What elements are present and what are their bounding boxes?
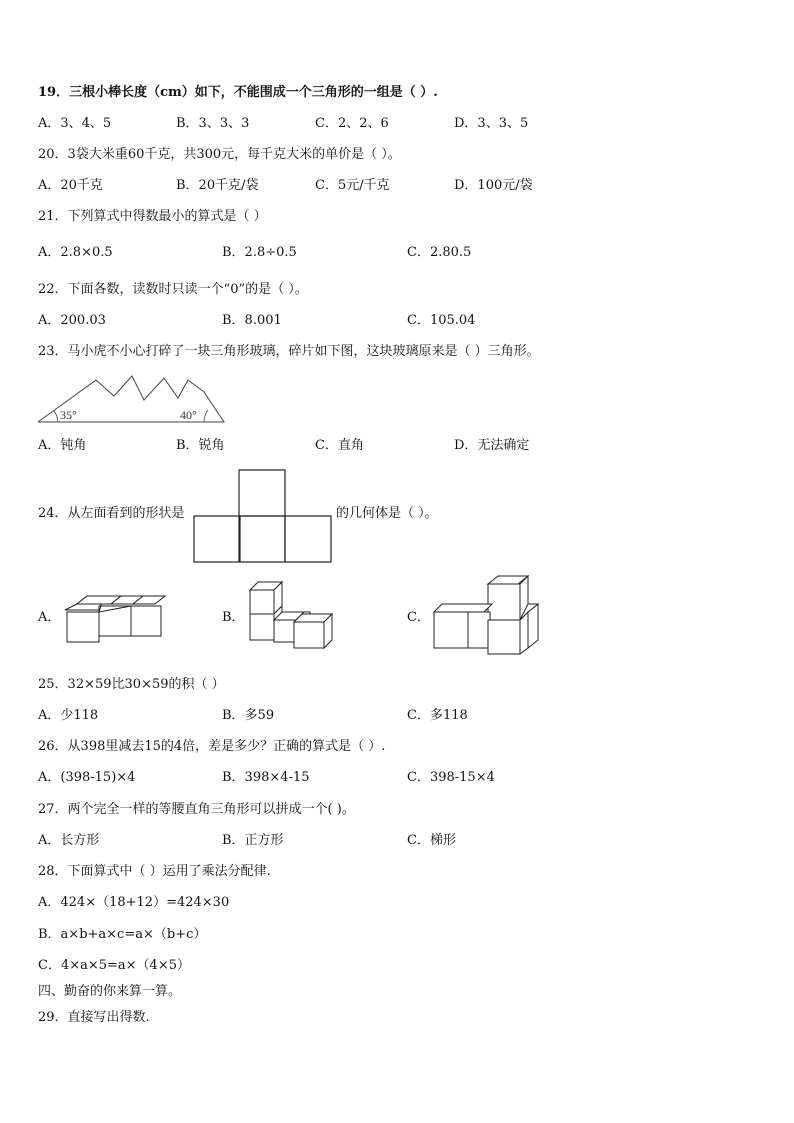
- q26-stem: 26．从398里减去15的4倍，差是多少？正确的算式是（ ）.: [38, 739, 386, 754]
- q22-stem: 22．下面各数，读数时只读一个“0”的是（ ）。: [38, 282, 308, 297]
- q26-option-b: B．398×4-15: [222, 770, 310, 785]
- angle-left-label: 35°: [60, 408, 77, 422]
- q23-stem: 23．马小虎不小心打碎了一块三角形玻璃，碎片如下图，这块玻璃原来是（ ）三角形。: [38, 344, 540, 359]
- q25-option-b: B．多59: [222, 708, 275, 723]
- q27-option-a: A．长方形: [38, 833, 100, 848]
- q25-stem: 25．32×59比30×59的积（ ）: [38, 677, 225, 692]
- q24-option-c: C．: [407, 610, 430, 625]
- q26-option-a: A．(398-15)×4: [38, 770, 136, 785]
- q29-stem: 29．直接写出得数.: [38, 1010, 150, 1025]
- q19-stem: 19．三根小棒长度（cm）如下，不能围成一个三角形的一组是（ ）.: [38, 85, 438, 100]
- q28-stem: 28．下面算式中（ ）运用了乘法分配律.: [38, 864, 271, 879]
- angle-right-label: 40°: [180, 408, 197, 422]
- q20-option-d: D．100元/袋: [454, 178, 533, 193]
- q20-option-c: C．5元/千克: [315, 178, 390, 193]
- q25-option-a: A．少118: [38, 708, 99, 723]
- broken-glass-triangle-figure: [36, 370, 228, 426]
- q19-option-b: B．3、3、3: [176, 116, 250, 131]
- q22-option-c: C．105.04: [407, 313, 476, 328]
- q19-option-a: A．3、4、5: [38, 116, 112, 131]
- q24-option-b: B．: [222, 610, 245, 625]
- q21-option-a: A．2.8×0.5: [38, 245, 113, 260]
- q26-option-c: C．398-15×4: [407, 770, 495, 785]
- q23-option-b: B．锐角: [176, 438, 225, 453]
- q24-option-a: A．: [38, 610, 61, 625]
- q28-option-c: C．4×a×5=a×（4×5）: [38, 958, 190, 973]
- q28-option-a: A．424×（18+12）=424×30: [38, 895, 230, 910]
- q24-option-b-cube-figure: [248, 580, 338, 650]
- q24-option-a-cube-figure: [65, 592, 165, 644]
- q23-option-d: D．无法确定: [454, 438, 530, 453]
- q21-option-b: B．2.8÷0.5: [222, 245, 297, 260]
- q19-option-d: D．3、3、5: [454, 116, 529, 131]
- left-view-shape-figure: [193, 469, 333, 563]
- q25-option-c: C．多118: [407, 708, 468, 723]
- q28-option-b: B．a×b+a×c=a×（b+c）: [38, 927, 207, 942]
- q24-stem-after: 的几何体是（ ）。: [336, 506, 438, 521]
- section-four-heading: 四、勤奋的你来算一算。: [38, 984, 182, 999]
- q23-option-c: C．直角: [315, 438, 364, 453]
- q23-option-a: A．钝角: [38, 438, 87, 453]
- q27-option-c: C．梯形: [407, 833, 456, 848]
- q27-stem: 27．两个完全一样的等腰直角三角形可以拼成一个( )。: [38, 802, 355, 817]
- q22-option-b: B．8.001: [222, 313, 282, 328]
- q20-option-a: A．20千克: [38, 178, 103, 193]
- q20-option-b: B．20千克/袋: [176, 178, 259, 193]
- q24-option-c-cube-figure: [432, 576, 544, 656]
- q21-stem: 21．下列算式中得数最小的算式是（ ）: [38, 209, 267, 224]
- q22-option-a: A．200.03: [38, 313, 106, 328]
- q20-stem: 20．3袋大米重60千克，共300元，每千克大米的单价是（ ）。: [38, 147, 401, 162]
- q21-option-c: C．2.80.5: [407, 245, 472, 260]
- q19-option-c: C．2、2、6: [315, 116, 389, 131]
- q27-option-b: B．正方形: [222, 833, 284, 848]
- q24-stem-before: 24．从左面看到的形状是: [38, 506, 185, 521]
